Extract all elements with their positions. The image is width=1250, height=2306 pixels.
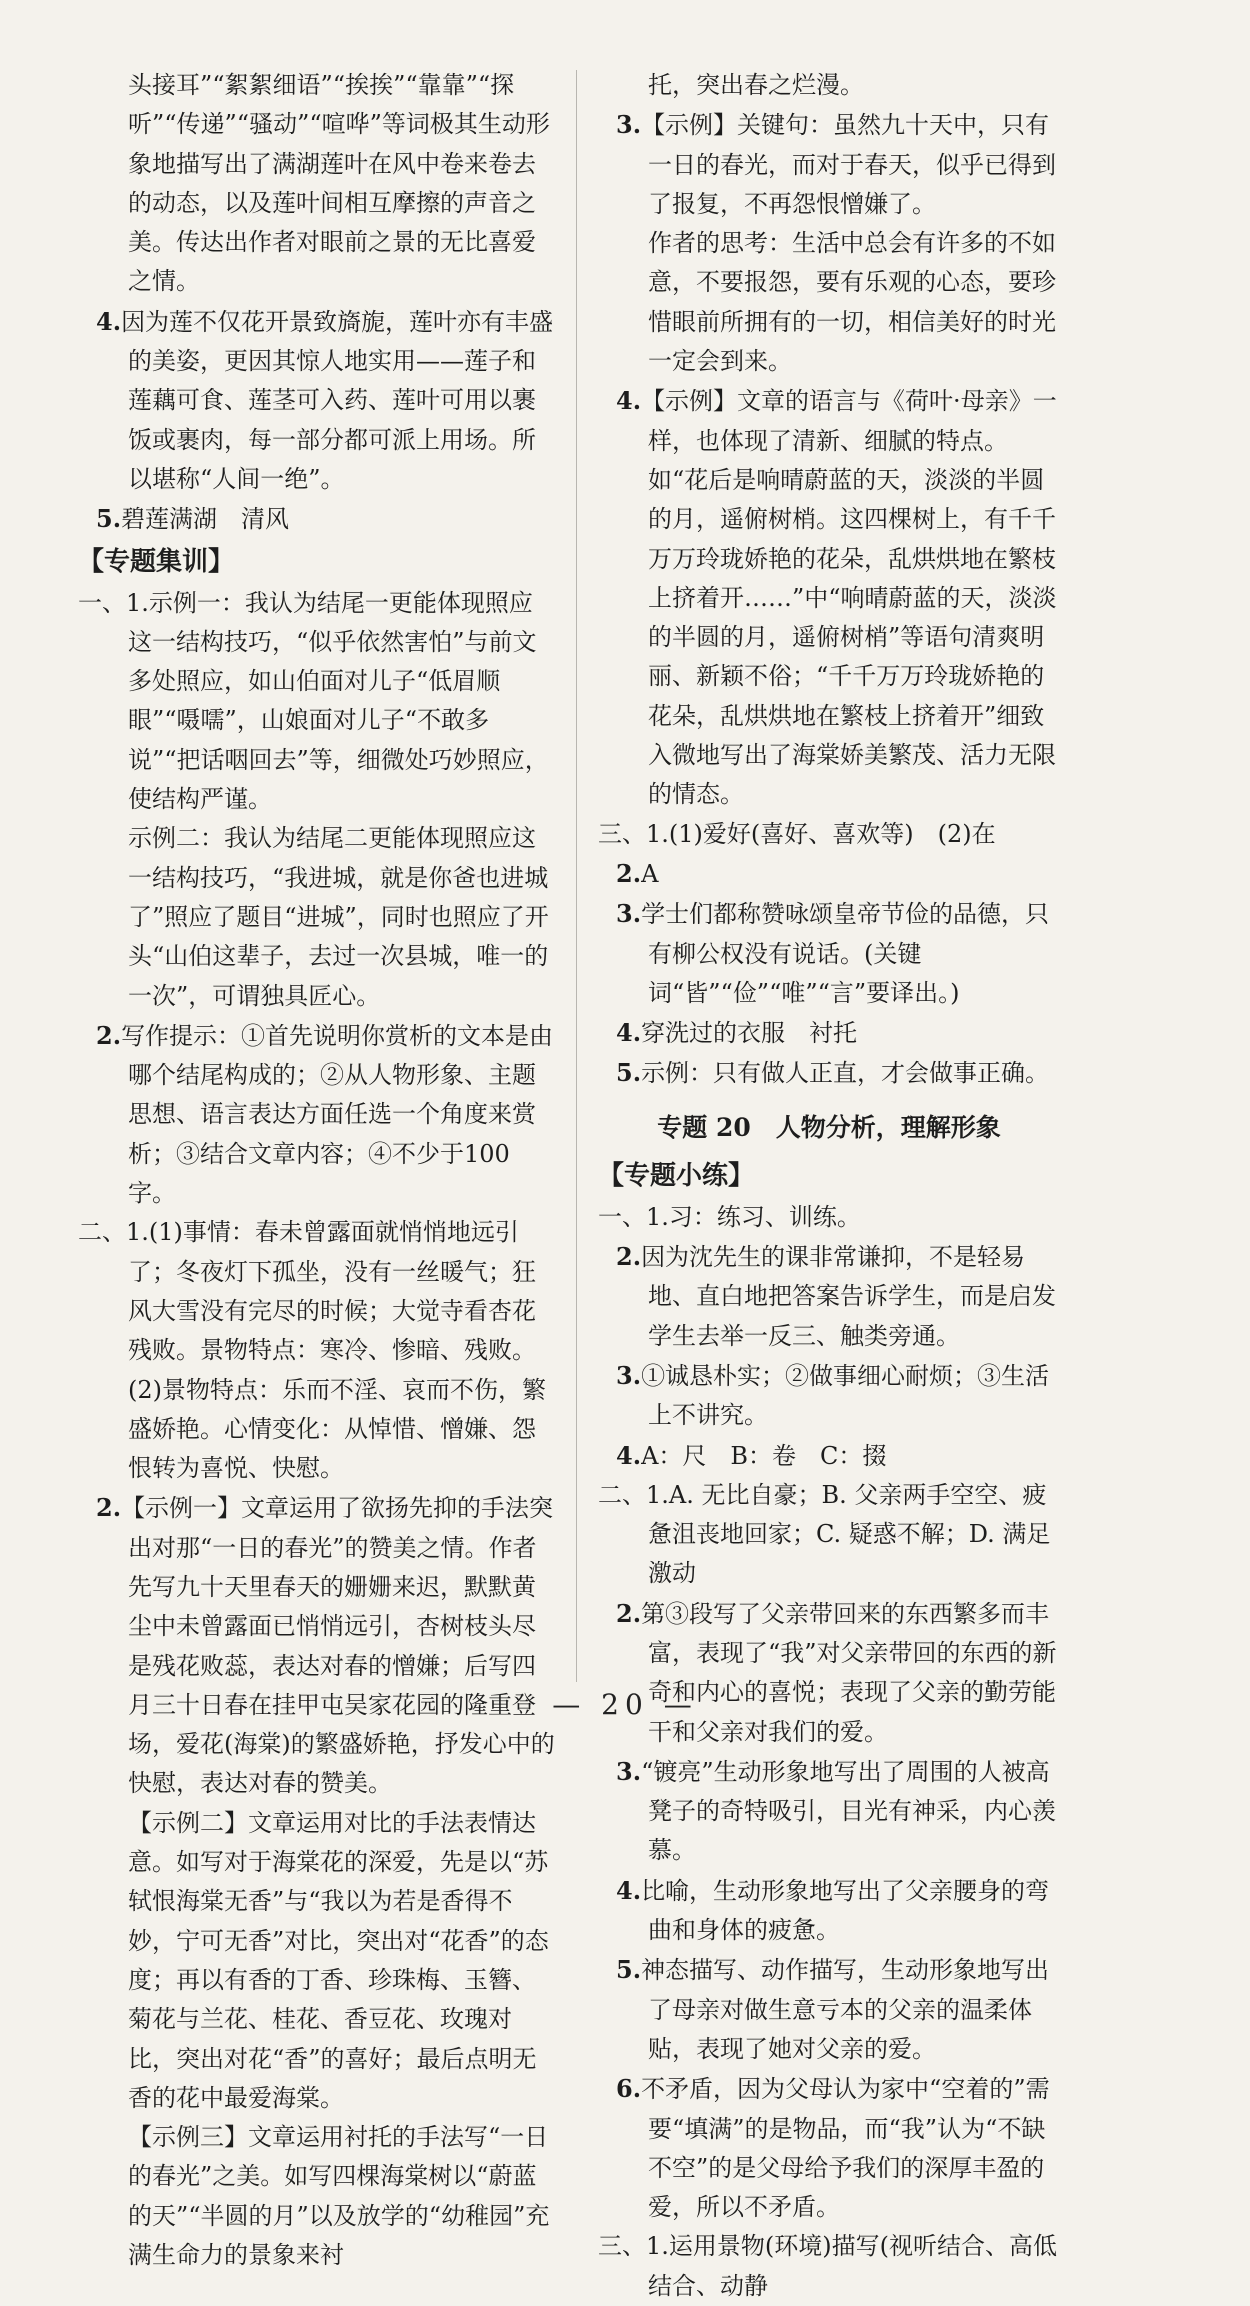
item-number: 3. <box>616 1756 642 1786</box>
answer-item <box>598 1871 1060 1951</box>
section-heading: 【专题小练】 <box>598 1160 755 1191</box>
answer-text: 【示例一】文章运用了欲扬先抑的手法突出对那“一日的春光”的赞美之情。作者先写九十天里春天的姗姗来迟，默默黄尘中未曾露面已悄悄远引，杏树枝头尽是残花败蕊，表达对春的憎嫌；后写四月三十日春在挂甲屯吴家花园的隆重登场，爱花(海棠)的繁盛娇艳，抒发心中的快慰，表达对春的赞美。 <box>121 1494 555 1798</box>
answer-item <box>598 854 1060 894</box>
answer-item <box>78 1488 556 1803</box>
item-number: 4. <box>616 1875 642 1905</box>
answer-text: 因为莲不仅花开景致旖旎，莲叶亦有丰盛的美姿，更因其惊人地实用——莲子和莲藕可食、莲茎可入药、莲叶可用以裹饭或裹肉，每一部分都可派上用场。所以堪称“人间一绝”。 <box>121 307 554 493</box>
answer-text: 穿洗过的衣服 衬托 <box>641 1019 858 1048</box>
answer-text: 碧莲满湖 清风 <box>121 505 290 534</box>
column-divider <box>576 70 577 1682</box>
answer-item <box>78 302 556 499</box>
item-number: 3. <box>616 899 642 929</box>
answer-item <box>78 1016 556 1213</box>
answer-item <box>598 1356 1060 1436</box>
answer-item <box>598 1594 1060 1752</box>
answer-item <box>598 1752 1060 1871</box>
answer-text: ①诚恳朴实；②做事细心耐烦；③生活上不讲究。 <box>641 1361 1050 1430</box>
answer-item <box>598 1436 1060 1476</box>
answer-text: A <box>641 859 659 888</box>
item-number: 2. <box>616 1598 642 1628</box>
answer-text: 学士们都称赞咏颂皇帝节俭的品德，只有柳公权没有说话。(关键词“皆”“俭”“唯”“言”要译出。) <box>641 900 1050 1007</box>
item-number: 一、1. <box>78 588 149 617</box>
item-number: 6. <box>616 2074 642 2104</box>
item-number: 3. <box>616 1360 642 1390</box>
answer-text: 【示例】关键句：虽然九十天中，只有一日的春光，而对于春天，似乎已得到了报复，不再怨恨憎嫌了。 <box>641 111 1056 218</box>
answer-item <box>598 2069 1060 2227</box>
answer-text: 【示例二】文章运用对比的手法表情达意。如写对于海棠花的深爱，先是以“苏轼恨海棠无香”与“我以为若是香得不妙，宁可无香”对比，突出对“花香”的态度；再以有香的丁香、珍珠梅、玉簪、菊花与兰花、桂花、香豆花、玫瑰对比，突出对花“香”的喜好；最后点明无香的花中最爱海棠。 <box>128 1808 549 2112</box>
answer-item <box>78 584 556 820</box>
answer-text: (1)事情：春未曾露面就悄悄地远引了；冬夜灯下孤坐，没有一丝暖气；狂风大雪没有完尽的时候；大觉寺看杏花残败。景物特点：寒冷、惨暗、残败。 <box>128 1218 536 1365</box>
item-number: 3. <box>616 110 642 140</box>
answer-item <box>598 2227 1060 2306</box>
item-number: 4. <box>616 1018 642 1048</box>
answer-text: 不矛盾，因为父母认为家中“空着的”需要“填满”的是物品，而“我”认为“不缺不空”的是父母给予我们的深厚丰盈的爱，所以不矛盾。 <box>641 2075 1050 2222</box>
page-number: — 20 — <box>552 1688 698 1721</box>
item-number: 2. <box>616 858 642 888</box>
answer-text: A. 无比自豪；B. 父亲两手空空、疲惫沮丧地回家；C. 疑惑不解；D. 满足激动 <box>648 1480 1051 1588</box>
answer-item <box>598 894 1060 1013</box>
answer-item <box>598 105 1060 224</box>
answer-text: 示例一：我认为结尾一更能体现照应这一结构技巧，“似乎依然害怕”与前文多处照应，如山伯面对儿子“低眉顺眼”“嗫嚅”，山娘面对儿子“不敢多说”“把话咽回去”等，细微处巧妙照应，使结构严谨。 <box>128 588 549 814</box>
answer-text: “镀亮”生动形象地写出了周围的人被高凳子的奇特吸引，目光有神采，内心羡慕。 <box>641 1757 1056 1865</box>
item-number: 5. <box>96 504 122 534</box>
answer-text: 【示例三】文章运用衬托的手法写“一日的春光”之美。如写四棵海棠树以“蔚蓝的天”“半圆的月”以及放学的“幼稚园”充满生命力的景象来衬 <box>128 2123 550 2270</box>
item-number: 4. <box>616 1440 642 1470</box>
answer-item <box>598 1053 1060 1093</box>
answer-text: 比喻，生动形象地写出了父亲腰身的弯曲和身体的疲惫。 <box>641 1876 1050 1945</box>
answer-item <box>598 1476 1060 1594</box>
answer-text: 因为沈先生的课非常谦抑，不是轻易地、直白地把答案告诉学生，而是启发学生去举一反三、触类旁通。 <box>641 1243 1056 1350</box>
item-number: 三、1. <box>598 2232 669 2261</box>
answer-text: A：尺 B：卷 C：掇 <box>641 1441 887 1470</box>
right-column <box>598 66 1060 2306</box>
paragraph-continued: 托，突出春之烂漫。 <box>648 71 864 99</box>
item-number: 二、1. <box>78 1218 149 1247</box>
answer-item <box>598 1013 1060 1053</box>
answer-item <box>598 381 1060 814</box>
item-number: 一、1. <box>598 1202 669 1231</box>
answer-item <box>598 815 1060 854</box>
item-number: 5. <box>616 1955 642 1985</box>
answer-text: (1)爱好(喜好、喜欢等) (2)在 <box>668 819 996 848</box>
answer-text: 【示例】文章的语言与《荷叶·母亲》一样，也体现了清新、细腻的特点。如“花后是响晴蔚蓝的天，淡淡的半圆的月，遥俯树梢。这四棵树上，有千千万万玲珑娇艳的花朵，乱烘烘地在繁枝上挤着开……”中“响晴蔚蓝的天，淡淡的半圆的月，遥俯树梢”等语句清爽明丽、新颖不俗；“千千万万玲珑娇艳的花朵，乱烘烘地在繁枝上挤着开”细致入微地写出了海棠娇美繁茂、活力无限的情态。 <box>641 387 1057 809</box>
answer-item <box>598 1950 1060 2069</box>
left-column <box>78 66 556 2275</box>
topic-title: 专题 20 人物分析，理解形象 <box>657 1112 1001 1142</box>
item-number: 二、1. <box>598 1480 669 1509</box>
answer-text: 神态描写、动作描写，生动形象地写出了母亲对做生意亏本的父亲的温柔体贴，表现了她对父亲的爱。 <box>641 1956 1050 2063</box>
answer-item <box>78 1213 556 1370</box>
answer-text: 运用景物(环境)描写(视听结合、高低结合、动静 <box>648 2232 1057 2300</box>
item-number: 5. <box>616 1058 642 1088</box>
answer-item <box>78 499 556 539</box>
item-number: 2. <box>96 1493 122 1523</box>
answer-text: 示例：只有做人正直，才会做事正确。 <box>641 1059 1050 1088</box>
answer-item <box>598 1198 1060 1237</box>
answer-text: 作者的思考：生活中总会有许多的不如意，不要报怨，要有乐观的心态，要珍惜眼前所拥有的一切，相信美好的时光一定会到来。 <box>648 229 1056 376</box>
answer-text: 示例二：我认为结尾二更能体现照应这一结构技巧，“我进城，就是你爸也进城了”照应了题目“进城”，同时也照应了开头“山伯这辈子，去过一次县城，唯一的一次”，可谓独具匠心。 <box>128 824 549 1010</box>
item-number: 4. <box>616 386 642 416</box>
item-number: 4. <box>96 306 122 336</box>
answer-text: 第③段写了父亲带回来的东西繁多而丰富，表现了“我”对父亲带回的东西的新奇和内心的喜悦；表现了父亲的勤劳能干和父亲对我们的爱。 <box>641 1599 1057 1746</box>
section-heading: 【专题集训】 <box>78 546 235 577</box>
paragraph-continued: 头接耳”“絮絮细语”“挨挨”“靠靠”“探听”“传递”“骚动”“喧哗”等词极其生动形象地描写出了满湖莲叶在风中卷来卷去的动态，以及莲叶间相互摩擦的声音之美。传达出作者对眼前之景的无比喜爱之情。 <box>128 71 550 296</box>
item-number: 三、1. <box>598 819 669 848</box>
item-number: 2. <box>616 1242 642 1272</box>
answer-text: 习：练习、训练。 <box>668 1202 861 1231</box>
item-number: 2. <box>96 1020 122 1050</box>
answer-item <box>598 1237 1060 1356</box>
answer-text: (2)景物特点：乐而不淫、哀而不伤，繁盛娇艳。心情变化：从悼惜、憎嫌、怨恨转为喜悦、快慰。 <box>128 1375 546 1483</box>
answer-text: 写作提示：①首先说明你赏析的文本是由哪个结尾构成的；②从人物形象、主题思想、语言表达方面任选一个角度来赏析；③结合文章内容；④不少于100字。 <box>121 1021 554 1208</box>
